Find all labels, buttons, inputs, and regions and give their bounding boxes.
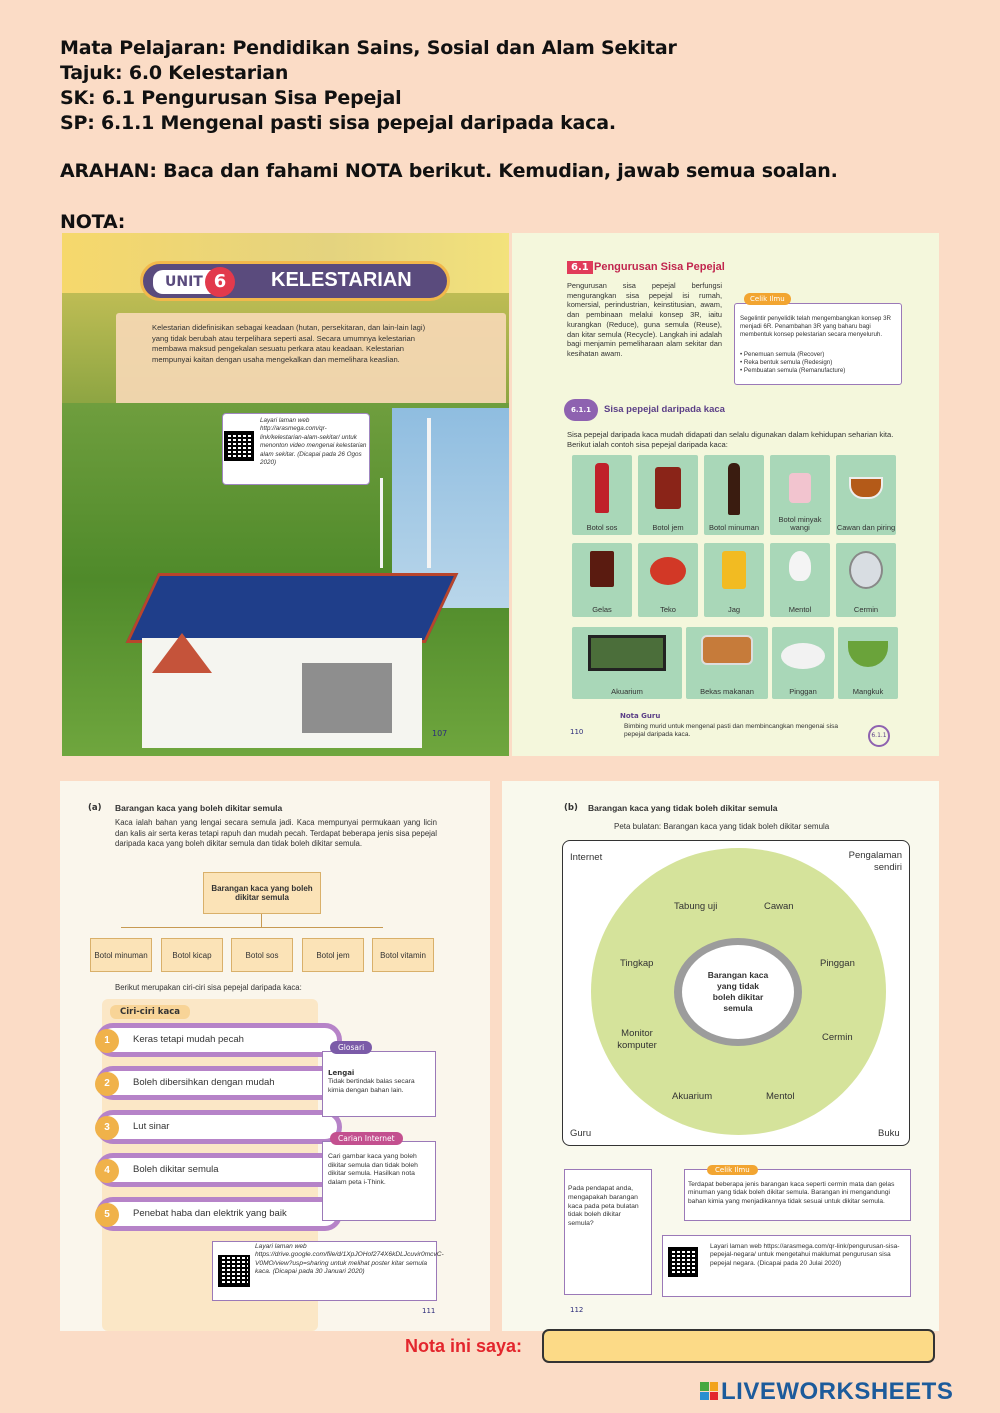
tree-root: Barangan kaca yang boleh dikitar semula xyxy=(203,872,321,914)
subsection-title: Sisa pepejal daripada kaca xyxy=(604,404,725,415)
section-body: Kaca ialah bahan yang lengai secara semula jadi. Kaca mempunyai permukaan yang licin dan kalis air serta keras tetapi rapuh dan mudah pecah. Terdapat beberapa jenis sisa pepejal daripada kaca yang boleh dikitar semula dan tidak boleh dikitar semula. xyxy=(115,818,437,848)
nota-guru-title: Nota Guru xyxy=(620,712,661,720)
sp-line: SP: 6.1.1 Mengenal pasti sisa pepejal daripada kaca. xyxy=(60,112,616,134)
item-botol-minyak-wangi: Botol minyak wangi xyxy=(770,455,830,535)
section-label-b: (b) xyxy=(564,803,578,813)
garage-door xyxy=(302,663,392,733)
item-bekas-makanan: Bekas makanan xyxy=(686,627,768,699)
ring-item: Cawan xyxy=(764,901,794,912)
glosari-title: Glosari xyxy=(330,1041,372,1054)
instruction-line: ARAHAN: Baca dan fahami NOTA berikut. Kemudian, jawab semua soalan. xyxy=(60,160,838,182)
qr-text: Layari laman web http://arasmega.com/qr-link/kelestarian-alam-sekitar/ untuk menonton video mengenai kelestarian alam sekitar. (Dicapai pada 26 Ogos 2020) xyxy=(260,417,367,467)
carian-body: Cari gambar kaca yang boleh dikitar semula dan tidak boleh dikitar semula. Hasilkan nota dalam peta i-Think. xyxy=(328,1153,418,1186)
celik-ilmu-title: Celik Ilmu xyxy=(744,293,791,305)
page-number: 110 xyxy=(570,728,584,736)
section-heading: Barangan kaca yang boleh dikitar semula xyxy=(115,803,283,813)
corner-label: Internet xyxy=(570,852,603,863)
map-caption: Peta bulatan: Barangan kaca yang tidak boleh dikitar semula xyxy=(614,822,830,831)
ciri-item: 1 Keras tetapi mudah pecah xyxy=(96,1023,342,1057)
qr-text: Layari laman web https://drive.google.com/file/d/1XpJOHof274X6kDLJcuvir0mcvC-V0MO/view?usp=sharing untuk melihat poster kitar semula kaca. (Dicapai pada 30 Januari 2020) xyxy=(255,1243,444,1276)
item-cawan-dan-piring: Cawan dan piring xyxy=(836,455,896,535)
item-botol-sos: Botol sos xyxy=(572,455,632,535)
ring-item: Akuarium xyxy=(672,1091,713,1102)
ciri-item: 5 Penebat haba dan elektrik yang baik xyxy=(96,1197,342,1231)
nota-label: NOTA: xyxy=(60,211,126,233)
topic-tag: 6.1.1 xyxy=(868,725,890,747)
ciri-item: 2 Boleh dibersihkan dengan mudah xyxy=(96,1066,342,1100)
ciri-intro: Berikut merupakan ciri-ciri sisa pepejal daripada kaca: xyxy=(115,983,302,992)
tree-child: Botol sos xyxy=(231,938,293,972)
unit-word: UNIT xyxy=(153,270,223,294)
item-teko: Teko xyxy=(638,543,698,617)
item-cermin: Cermin xyxy=(836,543,896,617)
textbook-page-107 xyxy=(62,233,509,756)
ring-item: Pinggan xyxy=(820,958,855,969)
solar-roof xyxy=(126,573,459,643)
tree-child: Botol kicap xyxy=(161,938,223,972)
item-botol-minuman: Botol minuman xyxy=(704,455,764,535)
question-text: Pada pendapat anda, mengapakah barangan kaca pada peta bulatan tidak boleh dikitar semula? xyxy=(568,1185,639,1228)
section-label-a: (a) xyxy=(88,803,102,813)
inner-circle xyxy=(682,945,794,1039)
corner-label: Guru xyxy=(570,1128,592,1139)
celik-ilmu-body: Segelintir penyelidik telah mengembangkan konsep 3R menjadi 6R. Penambahan 3R yang baharu bagi membentuk konsep pelestarian secara menyeluruh. xyxy=(740,315,892,338)
textbook-page-112 xyxy=(502,781,939,1331)
tree-child: Botol minuman xyxy=(90,938,152,972)
glosari-term: Lengai xyxy=(328,1069,355,1077)
ring-item: Cermin xyxy=(822,1032,853,1043)
item-jag: Jag xyxy=(704,543,764,617)
qr-code xyxy=(668,1247,698,1277)
item-pinggan: Pinggan xyxy=(772,627,834,699)
sk-line: SK: 6.1 Pengurusan Sisa Pepejal xyxy=(60,87,402,109)
item-mentol: Mentol xyxy=(770,543,830,617)
topic-line: Tajuk: 6.0 Kelestarian xyxy=(60,62,289,84)
nota-answer-input[interactable] xyxy=(542,1329,935,1363)
page-number: 107 xyxy=(432,729,448,738)
wind-turbine xyxy=(427,418,431,568)
ring-item: Tingkap xyxy=(620,958,654,969)
liveworksheets-logo-icon xyxy=(700,1382,718,1400)
ciri-item: 3 Lut sinar xyxy=(96,1110,342,1144)
wind-turbine-2 xyxy=(380,478,383,568)
ciri-title: Ciri-ciri kaca xyxy=(110,1005,190,1019)
glosari-body: Tidak bertindak balas secara kimia dengan bahan lain. xyxy=(328,1078,415,1094)
section-title: Pengurusan Sisa Pepejal xyxy=(594,261,725,273)
qr-code xyxy=(224,431,254,461)
corner-label: Pengalaman sendiri xyxy=(848,850,902,873)
item-botol-jem: Botol jem xyxy=(638,455,698,535)
section-body: Pengurusan sisa pepejal berfungsi mengurangkan sisa pepejal isi rumah, komersial, perindustrian, keinstitusian, awam, dan pembinaan melalui konsep 3R, iaitu kurangkan (Reduce), guna semula (Reuse), dan kitar semula (Recycle). Langkah ini adalah bagi menjamin pemeliharaan alam sekitar dan kesihatan awam. xyxy=(567,281,722,358)
center-label: Barangan kaca yang tidak boleh dikitar semula xyxy=(707,970,769,1013)
celik-ilmu-title: Celik Ilmu xyxy=(707,1165,758,1175)
tree-child: Botol vitamin xyxy=(372,938,434,972)
nota-guru-body: Bimbing murid untuk mengenal pasti dan membincangkan mengenai sisa pepejal daripada kaca. xyxy=(624,723,839,739)
carian-title: Carian Internet xyxy=(330,1132,403,1145)
qr-code xyxy=(218,1255,250,1287)
subsection-body: Sisa pepejal daripada kaca mudah didapati dan selalu digunakan dalam kehidupan seharian kita. Berikut ialah contoh sisa pepejal daripada kaca: xyxy=(567,430,894,449)
subsection-number: 6.1.1 xyxy=(564,399,598,421)
list-item: • Pembuatan semula (Remanufacture) xyxy=(740,366,846,374)
textbook-page-111 xyxy=(60,781,490,1331)
celik-ilmu-body: Terdapat beberapa jenis barangan kaca seperti cermin mata dan gelas minuman yang tidak boleh dikitar semula. Barangan ini mengandungi bahan kimia yang menjadikannya tidak sesuai untuk dikitar semula. xyxy=(688,1181,895,1205)
list-item: • Penemuan semula (Recover) xyxy=(740,351,825,358)
item-mangkuk: Mangkuk xyxy=(838,627,898,699)
list-item: • Reka bentuk semula (Redesign) xyxy=(740,358,833,366)
item-gelas: Gelas xyxy=(572,543,632,617)
nota-answer-label: Nota ini saya: xyxy=(405,1336,523,1356)
qr-text: Layari laman web https://arasmega.com/qr-link/pengurusan-sisa-pepejal-negara/ untuk mengetahui maklumat pengurusan sisa pepejal negara. (Dicapai pada 20 Julai 2020) xyxy=(710,1243,900,1267)
ring-item: Monitor komputer xyxy=(617,1028,657,1051)
unit-banner xyxy=(140,261,450,301)
unit-number: 6 xyxy=(205,267,235,297)
intro-text: Kelestarian didefinisikan sebagai keadaan (hutan, persekitaran, dan lain-lain lagi) yang tidak berubah atau terpelihara seperti asal. Secara umumnya kelestarian membawa maksud pengekalan sesuatu perkara atau keadaan. Kelestarian mempunyai kaitan dengan usaha mengekalkan dan memelihara keaslian. xyxy=(152,323,426,364)
subject-line: Mata Pelajaran: Pendidikan Sains, Sosial dan Alam Sekitar xyxy=(60,37,677,59)
page-number: 112 xyxy=(570,1306,584,1314)
unit-title: KELESTARIAN xyxy=(271,269,412,291)
brand-name: LIVEWORKSHEETS xyxy=(721,1378,954,1405)
textbook-page-110 xyxy=(512,233,939,756)
section-heading: Barangan kaca yang tidak boleh dikitar semula xyxy=(588,803,778,813)
ring-item: Mentol xyxy=(766,1091,795,1102)
celik-ilmu-list xyxy=(740,351,845,374)
page-number: 111 xyxy=(422,1307,436,1315)
section-number: 6.1 xyxy=(567,261,593,274)
corner-label: Buku xyxy=(878,1128,900,1139)
ring-item: Tabung uji xyxy=(674,901,718,912)
ciri-item: 4 Boleh dikitar semula xyxy=(96,1153,342,1187)
tree-child: Botol jem xyxy=(302,938,364,972)
item-akuarium: Akuarium xyxy=(572,627,682,699)
